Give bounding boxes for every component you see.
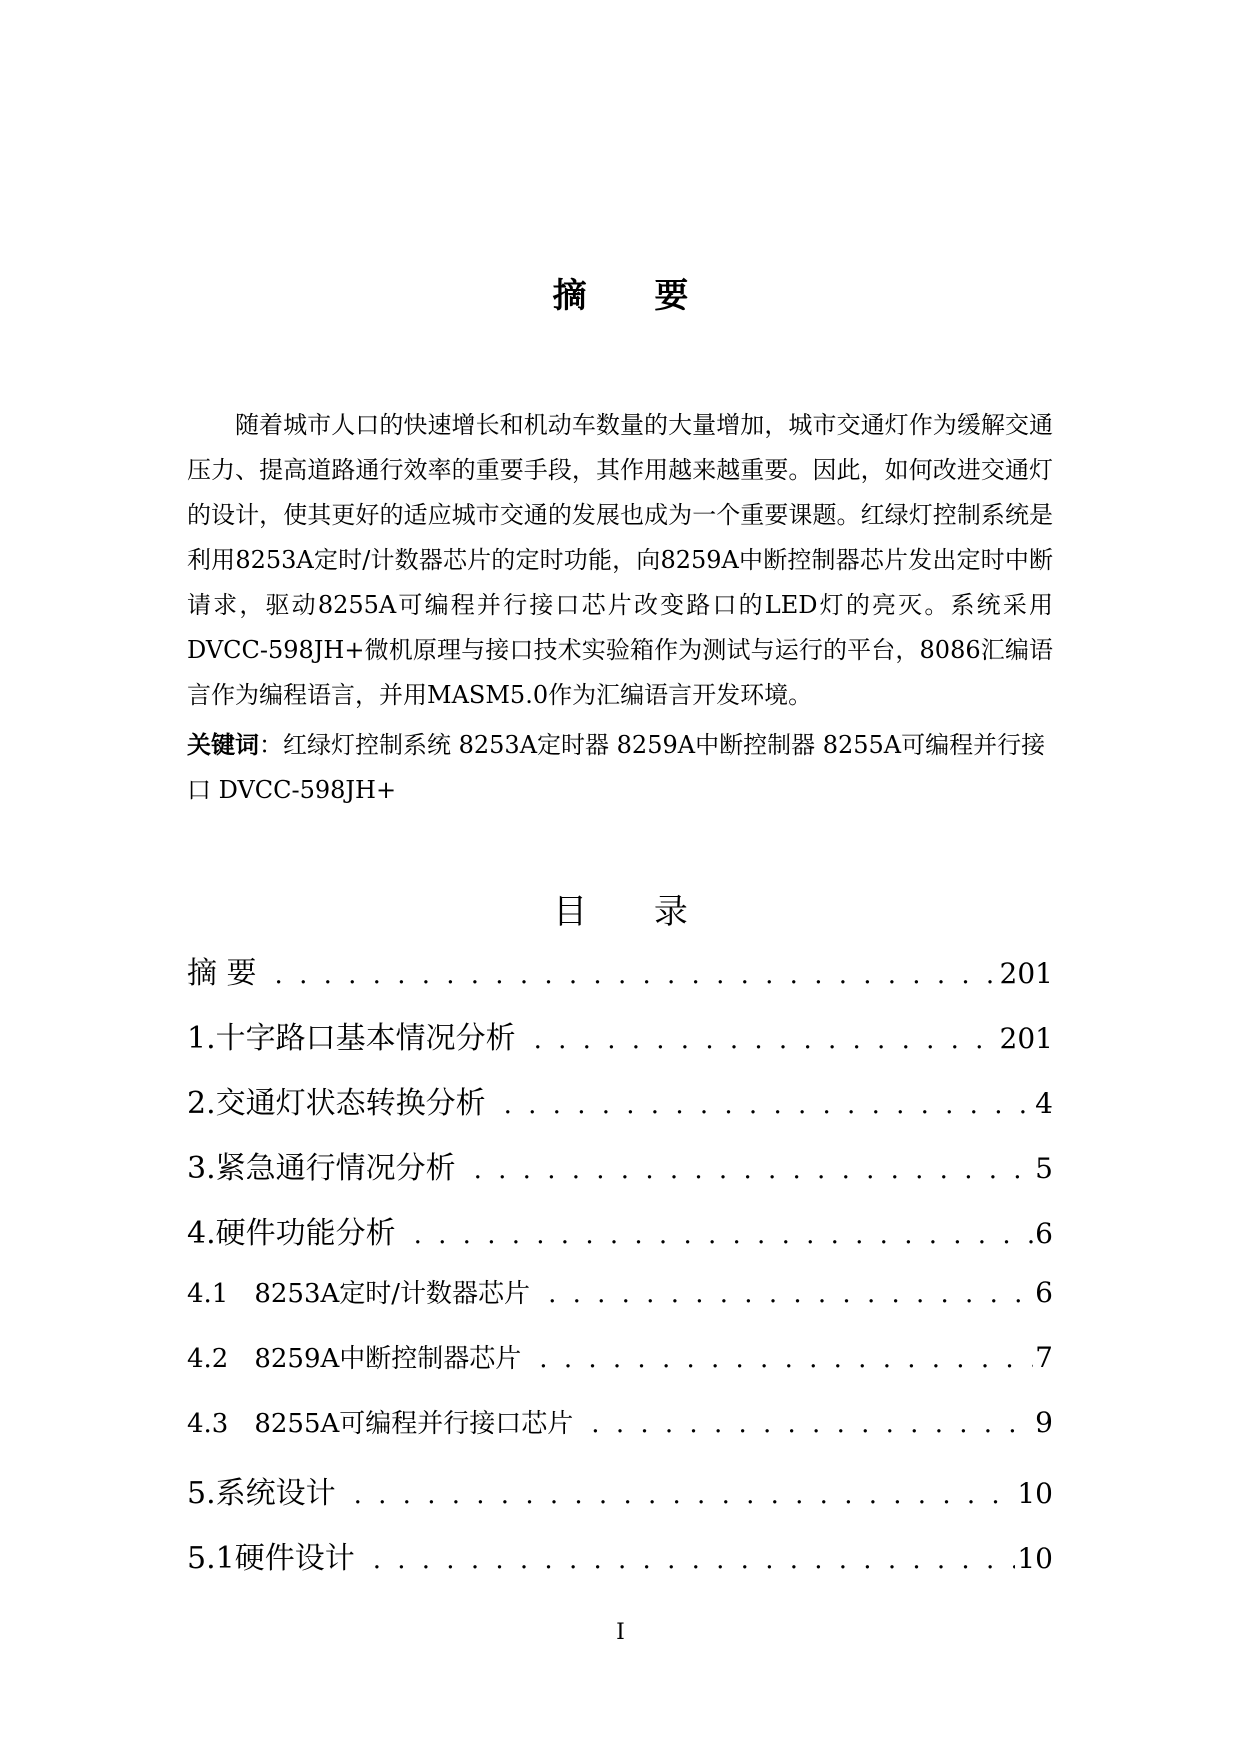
table-of-contents [187, 948, 1053, 1598]
toc-entry-page: 6 [1035, 1217, 1053, 1250]
toc-leader-dots [504, 1090, 1034, 1120]
toc-entry-label: 摘 要 [187, 956, 257, 991]
toc-leader-dots [275, 960, 998, 990]
toc-entry[interactable] [187, 1013, 1053, 1078]
toc-entry-page: 10 [1017, 1477, 1053, 1510]
toc-entry-label: 5.系统设计 [187, 1476, 336, 1511]
toc-title: 目 录 [553, 892, 716, 932]
toc-entry-page: 7 [1035, 1341, 1053, 1374]
abstract-body: 随着城市人口的快速增长和机动车数量的大量增加，城市交通灯作为缓解交通压力、提高道路通行效率的重要手段，其作用越来越重要。因此，如何改进交通灯的设计，使其更好的适应城市交通的发展也成为一个重要课题。红绿灯控制系统是利用8253A定时/计数器芯片的定时功能，向8259A中断控制器芯片发出定时中断请求，驱动8255A可编程并行接口芯片改变路口的LED灯的亮灭。系统采用DVCC-598JH+微机原理与接口技术实验箱作为测试与运行的平台，8086汇编语言作为编程语言，并用MASM5.0作为汇编语言开发环境。 [187, 411, 1053, 709]
toc-leader-dots [591, 1409, 1033, 1439]
keywords-line [187, 723, 1053, 813]
toc-entry-label: 4.2 8259A中断控制器芯片 [187, 1344, 522, 1374]
toc-entry-page: 201 [999, 957, 1053, 990]
page-number: I [616, 1620, 625, 1645]
toc-entry[interactable] [187, 1078, 1053, 1143]
toc-entry-page: 4 [1035, 1087, 1053, 1120]
keywords-label: 关键词 [187, 731, 259, 759]
toc-entry[interactable] [187, 1468, 1053, 1533]
toc-leader-dots [414, 1220, 1034, 1250]
toc-entry[interactable] [187, 1338, 1053, 1403]
toc-entry-label: 2.交通灯状态转换分析 [187, 1086, 486, 1121]
toc-entry-page: 5 [1035, 1152, 1053, 1185]
toc-entry-label: 4.硬件功能分析 [187, 1216, 396, 1251]
toc-entry[interactable] [187, 1143, 1053, 1208]
toc-entry-label: 3.紧急通行情况分析 [187, 1151, 456, 1186]
toc-entry-label: 1.十字路口基本情况分析 [187, 1021, 516, 1056]
abstract-title: 摘 要 [552, 276, 717, 316]
toc-entry[interactable] [187, 1273, 1053, 1338]
toc-entry[interactable] [187, 1403, 1053, 1468]
toc-entry-label: 4.3 8255A可编程并行接口芯片 [187, 1409, 574, 1439]
toc-entry-page: 9 [1035, 1406, 1053, 1439]
keywords-text: ：红绿灯控制系统 8253A定时器 8259A中断控制器 8255A可编程并行接口 DVCC-598JH+ [187, 731, 1046, 804]
toc-entry[interactable] [187, 948, 1053, 1013]
toc-leader-dots [474, 1155, 1034, 1185]
toc-entry-page: 6 [1035, 1276, 1053, 1309]
toc-leader-dots [534, 1025, 998, 1055]
toc-leader-dots [354, 1480, 1016, 1510]
toc-entry[interactable] [187, 1533, 1053, 1598]
toc-leader-dots [373, 1545, 1016, 1575]
toc-entry-label: 4.1 8253A定时/计数器芯片 [187, 1279, 531, 1309]
toc-entry-label: 5.1硬件设计 [187, 1541, 355, 1576]
toc-leader-dots [539, 1344, 1033, 1374]
toc-leader-dots [548, 1279, 1033, 1309]
toc-entry-page: 201 [999, 1022, 1053, 1055]
toc-entry-page: 10 [1017, 1542, 1053, 1575]
toc-entry[interactable] [187, 1208, 1053, 1273]
